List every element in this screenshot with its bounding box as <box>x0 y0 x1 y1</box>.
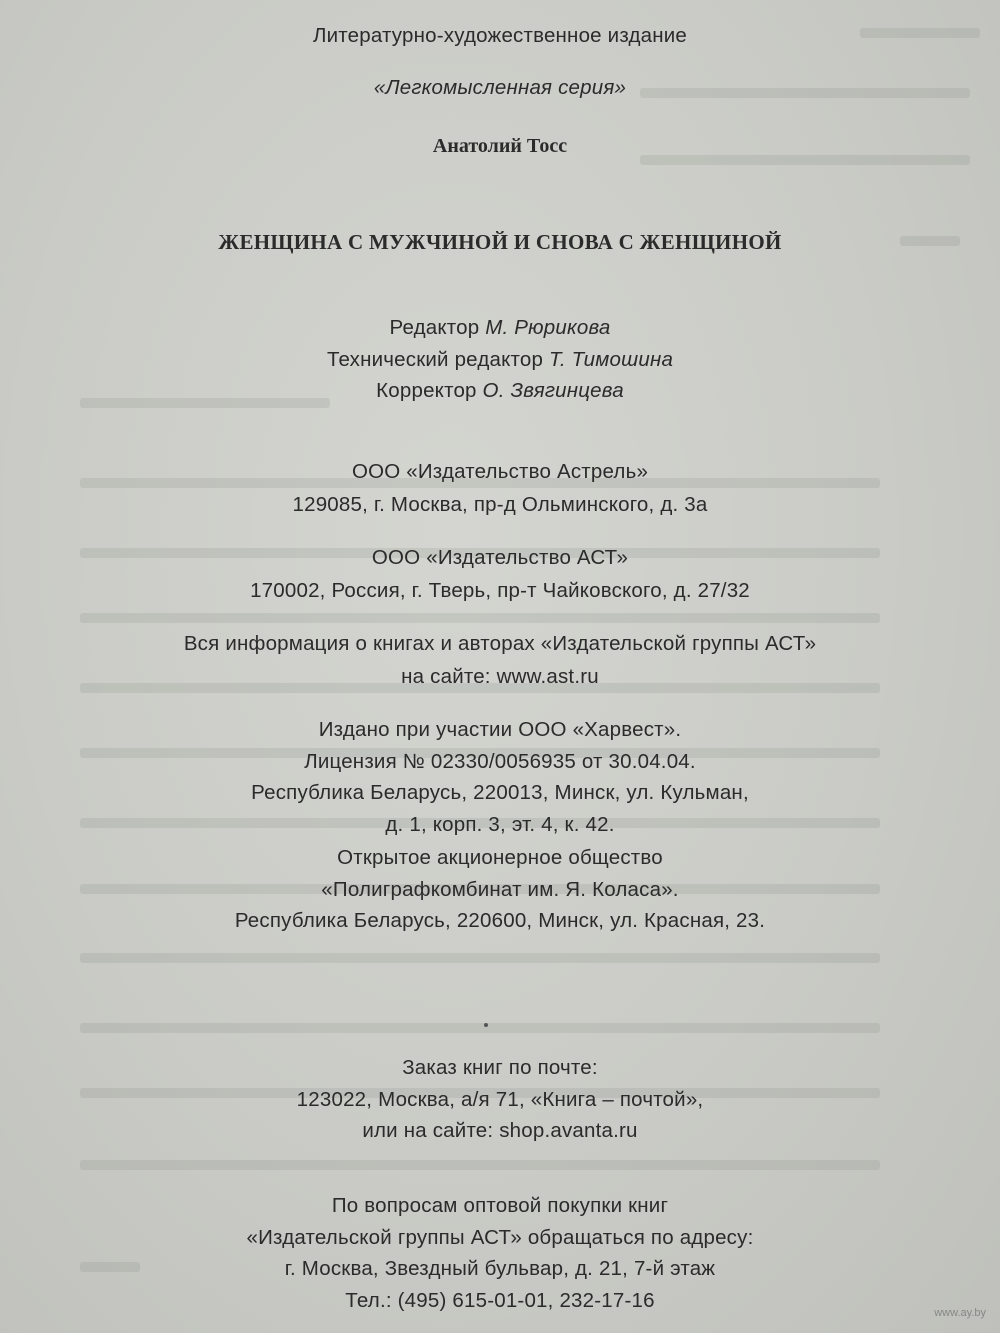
header-block <box>0 26 1000 47</box>
proofreader-line <box>0 381 1000 402</box>
author-name: Анатолий Тосс <box>432 135 568 157</box>
wholesale-phone: Тел.: (495) 615-01-01, 232-17-16 <box>345 1288 655 1312</box>
website-block <box>0 634 1000 687</box>
license-line: Лицензия № 02330/0056935 от 30.04.04. <box>304 749 696 773</box>
mail-order-line-1: Заказ книг по почте: <box>402 1056 598 1079</box>
astrel-address: 129085, г. Москва, пр-д Ольминского, д. 3а <box>292 492 708 516</box>
harvest-address-2: д. 1, корп. 3, эт. 4, к. 42. <box>385 812 615 836</box>
author-block <box>0 136 1000 156</box>
printer-block <box>0 848 1000 932</box>
mail-order-line-2: 123022, Москва, а/я 71, «Книга – почтой», <box>296 1087 704 1111</box>
book-title: ЖЕНЩИНА С МУЖЧИНОЙ И СНОВА С ЖЕНЩИНОЙ <box>218 230 782 254</box>
series-block <box>0 78 1000 99</box>
proofreader-name: О. Звягинцева <box>482 379 624 402</box>
mail-order-line-3: или на сайте: shop.avanta.ru <box>362 1119 638 1142</box>
wholesale-block <box>0 1196 1000 1311</box>
astrel-name: ООО «Издательство Астрель» <box>351 460 649 483</box>
staff-block <box>0 318 1000 402</box>
tech-editor-line <box>0 347 1000 371</box>
publisher-astrel <box>0 462 1000 515</box>
tech-editor-name: Т. Тимошина <box>548 347 674 371</box>
edition-type: Литературно-художественное издание <box>312 24 688 47</box>
wholesale-line-3: г. Москва, Звездный бульвар, д. 21, 7-й этаж <box>284 1257 716 1280</box>
separator-dot <box>484 1023 488 1027</box>
proofreader-role: Корректор <box>376 379 483 402</box>
editor-role: Редактор <box>389 316 486 339</box>
website-info: Вся информация о книгах и авторах «Издательской группы АСТ» <box>183 632 817 655</box>
printer-address: Республика Беларусь, 220600, Минск, ул. Красная, 23. <box>234 909 766 932</box>
wholesale-line-2: «Издательской группы АСТ» обращаться по адресу: <box>246 1225 754 1249</box>
harvest-line-1: Издано при участии ООО «Харвест». <box>318 718 682 741</box>
watermark: www.ay.by <box>934 1307 986 1319</box>
mail-order-block <box>0 1058 1000 1142</box>
printer-line-1: Открытое акционерное общество <box>337 846 663 869</box>
editor-line <box>0 318 1000 339</box>
ast-name: ООО «Издательство АСТ» <box>371 546 629 569</box>
harvest-block <box>0 720 1000 835</box>
ast-address: 170002, Россия, г. Тверь, пр-т Чайковского, д. 27/32 <box>250 578 750 602</box>
website-url: на сайте: www.ast.ru <box>401 664 599 688</box>
printer-line-2: «Полиграфкомбинат им. Я. Коласа». <box>321 877 679 901</box>
editor-name: М. Рюрикова <box>485 316 611 339</box>
harvest-address-1: Республика Беларусь, 220013, Минск, ул. Кульман, <box>251 781 749 804</box>
series-name: «Легкомысленная серия» <box>373 76 627 99</box>
title-block <box>0 232 1000 253</box>
wholesale-line-1: По вопросам оптовой покупки книг <box>331 1194 669 1217</box>
publisher-ast <box>0 548 1000 601</box>
tech-editor-role: Технический редактор <box>326 347 549 371</box>
